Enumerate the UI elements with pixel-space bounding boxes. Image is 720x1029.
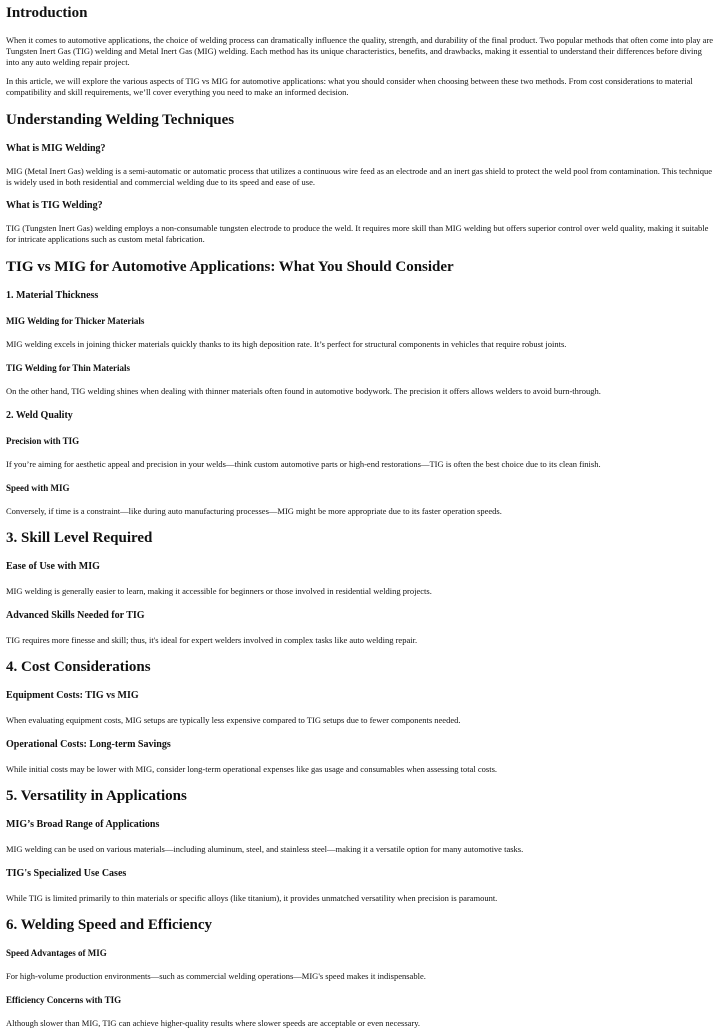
subsection-heading: Ease of Use with MIG (6, 561, 100, 572)
section-paragraph: MIG welding can be used on various materials—including aluminum, steel, and stainless steel—making it a versatile option for many automotive tasks. (6, 844, 524, 854)
section-paragraph: TIG requires more finesse and skill; thus, it's ideal for expert welders involved in complex tasks like auto welding repair. (6, 635, 418, 645)
subsection-heading: Advanced Skills Needed for TIG (6, 610, 145, 621)
subsection-heading: Efficiency Concerns with TIG (6, 995, 122, 1005)
subsection-heading: TIG Welding for Thin Materials (6, 363, 131, 373)
subsection-heading: Speed Advantages of MIG (6, 948, 107, 958)
section-paragraph: MIG welding is generally easier to learn, making it accessible for beginners or those involved in residential welding projects. (6, 586, 432, 596)
section-heading: 5. Versatility in Applications (6, 788, 187, 804)
section-heading: 2. Weld Quality (6, 410, 73, 421)
section-paragraph: On the other hand, TIG welding shines when dealing with thinner materials often found in automotive bodywork. The precision it offers allows welders to avoid burn-through. (6, 386, 601, 396)
subsection-heading: Precision with TIG (6, 436, 80, 446)
intro-paragraph-1: When it comes to automotive applications, the choice of welding process can dramatically influence the quality, strength, and durability of the final product. Two popular methods that often come into play are Tungsten Inert Gas (TIG) welding and Metal Inert Gas (MIG) welding. Each method has its unique characteristics, benefits, and drawbacks, making it essential to understand their differences before diving into any auto welding repair project. (6, 35, 714, 67)
section-paragraph: While TIG is limited primarily to thin materials or specific alloys (like titanium), it provides unmatched versatility when precision is paramount. (6, 893, 498, 903)
section-paragraph: Although slower than MIG, TIG can achieve higher-quality results where slower speeds are acceptable or even necessary. (6, 1018, 421, 1028)
subsection-heading: Speed with MIG (6, 483, 70, 493)
subsection-heading: MIG’s Broad Range of Applications (6, 819, 160, 830)
what-is-mig-paragraph: MIG (Metal Inert Gas) welding is a semi-automatic or automatic process that utilizes a continuous wire feed as an electrode and an inert gas shield to protect the weld pool from contamination. This technique is widely used in both residential and commercial welding due to its speed and ease of use. (6, 166, 713, 187)
what-is-tig-paragraph: TIG (Tungsten Inert Gas) welding employs a non-consumable tungsten electrode to produce the weld. It requires more skill than MIG welding but offers superior control over weld quality, making it suitable for intricate applications such as custom metal fabrication. (6, 223, 709, 244)
section-heading: 4. Cost Considerations (6, 659, 151, 675)
section-heading: 1. Material Thickness (6, 290, 99, 301)
section-paragraph: Conversely, if time is a constraint—like during auto manufacturing processes—MIG might be more appropriate due to its faster operation speeds. (6, 506, 502, 516)
what-is-tig-heading: What is TIG Welding? (6, 200, 103, 211)
intro-paragraph-2: In this article, we will explore the various aspects of TIG vs MIG for automotive applications: what you should consider when choosing between these two methods. From cost considerations to material compatibility and skill requirements, we’ll cover everything you need to make an informed decision. (6, 76, 693, 97)
subsection-heading: TIG's Specialized Use Cases (6, 868, 127, 879)
consider-heading: TIG vs MIG for Automotive Applications: What You Should Consider (6, 259, 454, 275)
section-paragraph: When evaluating equipment costs, MIG setups are typically less expensive compared to TIG setups due to fewer components needed. (6, 715, 461, 725)
section-paragraph: MIG welding excels in joining thicker materials quickly thanks to its high deposition rate. It’s perfect for structural components in vehicles that require robust joints. (6, 339, 567, 349)
section-paragraph: While initial costs may be lower with MIG, consider long-term operational expenses like gas usage and consumables when assessing total costs. (6, 764, 497, 774)
section-heading: 3. Skill Level Required (6, 530, 153, 546)
subsection-heading: MIG Welding for Thicker Materials (6, 316, 145, 326)
intro-heading: Introduction (6, 5, 88, 21)
section-paragraph: If you’re aiming for aesthetic appeal and precision in your welds—think custom automotive parts or high-end restorations—TIG is often the best choice due to its clean finish. (6, 459, 601, 469)
understanding-heading: Understanding Welding Techniques (6, 112, 235, 128)
what-is-mig-heading: What is MIG Welding? (6, 143, 106, 154)
section-heading: 6. Welding Speed and Efficiency (6, 917, 213, 933)
subsection-heading: Equipment Costs: TIG vs MIG (6, 690, 139, 701)
section-paragraph: For high-volume production environments—such as commercial welding operations—MIG's speed makes it indispensable. (6, 971, 426, 981)
subsection-heading: Operational Costs: Long-term Savings (6, 739, 171, 750)
